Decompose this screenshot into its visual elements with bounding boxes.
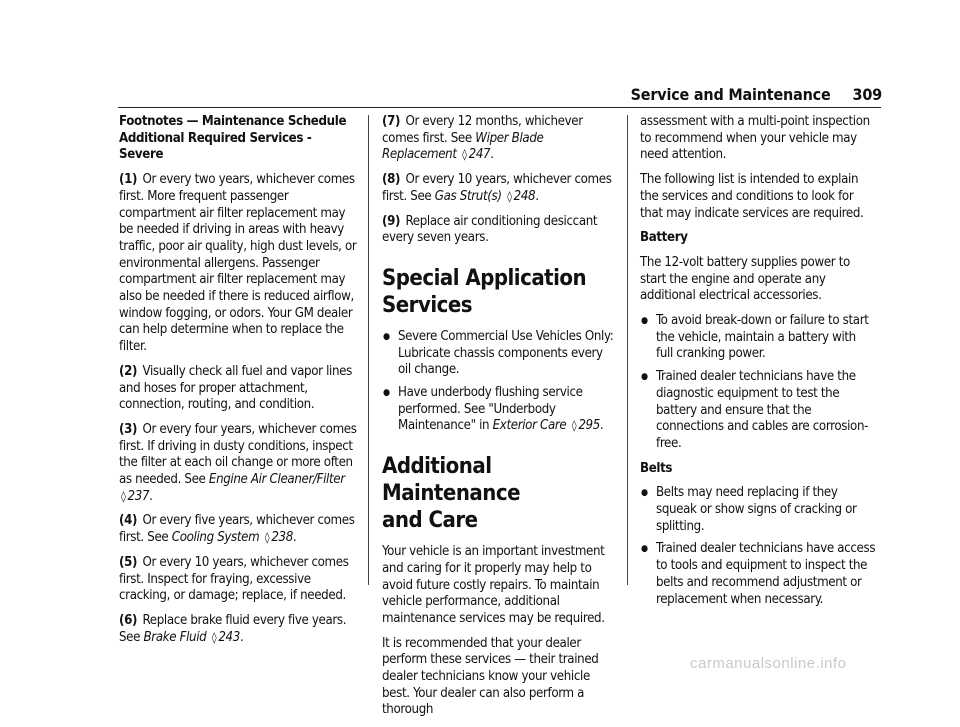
punct: . [292, 530, 297, 546]
column-2 [382, 114, 618, 727]
footnote-number: (6) [119, 612, 138, 628]
battery-list [640, 313, 876, 453]
footnote-5 [119, 555, 359, 605]
footnote-text: Replace brake fluid every five years. See [119, 612, 347, 645]
xref-link[interactable]: Cooling System [171, 530, 260, 546]
xref-page[interactable]: 238 [271, 530, 293, 546]
punct: . [599, 418, 604, 434]
xref-page[interactable]: 237 [127, 488, 150, 504]
section-title: Service and Maintenance [630, 85, 831, 104]
xref-link[interactable]: Gas Strut(s) [434, 188, 502, 204]
column-1 [119, 114, 359, 654]
xref-arrow-icon: ◊ [507, 189, 512, 203]
xref-arrow-icon: ◊ [121, 489, 126, 503]
punct: . [535, 188, 539, 204]
page-number: 309 [852, 85, 882, 104]
footnote-number: (7) [382, 114, 401, 129]
xref-page[interactable]: 248 [513, 188, 536, 204]
list-item-text: Have underbody flushing service performed. See "Underbody Maintenance" in [398, 385, 583, 434]
column-divider-1 [368, 115, 369, 585]
footnote-text: Or every five years, whichever comes first. See [119, 513, 355, 546]
list-item: ● Trained dealer technicians have the diagnostic equipment to test the battery and ensure that the connections and cables are corrosion-free. [640, 369, 876, 453]
xref-link[interactable]: Exterior Care [492, 418, 567, 434]
xref-link[interactable]: Wiper Blade Replacement [382, 130, 544, 163]
footnote-9 [382, 214, 618, 247]
xref-link[interactable]: Brake Fluid [143, 629, 207, 645]
running-head [510, 85, 882, 104]
xref-arrow-icon: ◊ [571, 419, 577, 433]
footnote-number: (4) [119, 513, 138, 529]
footnote-2 [119, 364, 359, 414]
xref-arrow-icon: ◊ [211, 630, 217, 644]
heading-line: Additional Maintenance [382, 454, 521, 507]
footnote-4 [119, 513, 359, 546]
footnote-text: Or every 12 months, whichever comes first. See [382, 114, 583, 146]
header-divider [118, 107, 881, 108]
special-services-list [382, 329, 618, 435]
footnote-3 [119, 422, 359, 506]
paragraph: The following list is intended to explain the services and conditions to look for that may indicate services are required. [640, 172, 864, 221]
punct: . [149, 488, 153, 504]
xref-arrow-icon: ◊ [264, 531, 270, 545]
footnotes-title: Footnotes — Maintenance Schedule Additional Required Services - Severe [119, 114, 347, 163]
list-item [382, 385, 618, 435]
paragraph: Your vehicle is an important investment and caring for it properly may help to avoid future costly repairs. To maintain vehicle performance, additional maintenance services may be required. [382, 544, 605, 626]
footnote-8 [382, 172, 618, 205]
additional-maintenance-heading [382, 453, 618, 534]
xref-arrow-icon: ◊ [462, 148, 467, 162]
watermark: carmanualsonline.info [690, 655, 847, 672]
footnote-text: Or every 10 years, whichever comes first. See [382, 172, 612, 204]
footnote-text: Or every 10 years, whichever comes first. Inspect for fraying, excessive cracking, or damage; replace, if needed. [119, 554, 349, 604]
column-3 [640, 114, 876, 616]
paragraph: It is recommended that your dealer perform these services — their trained dealer technicians know your vehicle best. Your dealer can also perform a thorough [382, 635, 599, 718]
punct: . [490, 147, 494, 163]
footnote-number: (9) [382, 213, 401, 229]
list-item: ● To avoid break-down or failure to start the vehicle, maintain a battery with full cranking power. [640, 313, 876, 363]
footnote-number: (2) [119, 363, 138, 379]
special-services-heading: Special Application Services [382, 265, 587, 318]
footnote-number: (8) [382, 172, 401, 188]
footnote-text: Or every four years, whichever comes first. If driving in dusty conditions, inspect the filter at each oil change or more often as needed. See [119, 421, 357, 488]
footnote-number: (1) [119, 172, 138, 188]
list-item: ● Belts may need replacing if they squeak or show signs of cracking or splitting. [640, 485, 876, 535]
heading-line: and Care [382, 508, 478, 534]
footnote-7 [382, 114, 618, 164]
xref-link[interactable]: Engine Air Cleaner/Filter [208, 472, 345, 488]
list-item: ● Severe Commercial Use Vehicles Only: Lubricate chassis components every oil change. [382, 329, 618, 379]
footnote-6 [119, 613, 359, 646]
paragraph: assessment with a multi-point inspection to recommend when your vehicle may need attention. [640, 114, 870, 163]
belts-list [640, 485, 876, 608]
punct: . [239, 629, 244, 645]
xref-page[interactable]: 243 [218, 629, 240, 645]
footnote-number: (5) [119, 554, 138, 570]
list-item: ● Trained dealer technicians have access to tools and equipment to inspect the belts and recommend adjustment or replacement when necessary. [640, 541, 876, 608]
xref-page[interactable]: 295 [578, 418, 600, 434]
belts-heading: Belts [640, 460, 673, 476]
footnote-text: Visually check all fuel and vapor lines and hoses for proper attachment, connection, routing, and condition. [119, 363, 352, 413]
xref-page[interactable]: 247 [468, 147, 491, 163]
footnote-text: Or every two years, whichever comes first. More frequent passenger compartment air filter replacement may be needed if driving in areas with heavy traffic, poor air quality, high dust levels, or environmental allergens. Passenger compartment air filter replacement may also be needed if there is reduced airflow, window fogging, or odors. Your GM dealer can help determine when to replace the filter. [119, 172, 357, 355]
column-divider-2 [627, 115, 628, 585]
battery-heading: Battery [640, 230, 688, 246]
paragraph: The 12-volt battery supplies power to start the engine and operate any additional electrical accessories. [640, 254, 850, 304]
footnote-text: Replace air conditioning desiccant every seven years. [382, 213, 598, 246]
footnote-1 [119, 172, 359, 356]
footnote-number: (3) [119, 421, 138, 437]
